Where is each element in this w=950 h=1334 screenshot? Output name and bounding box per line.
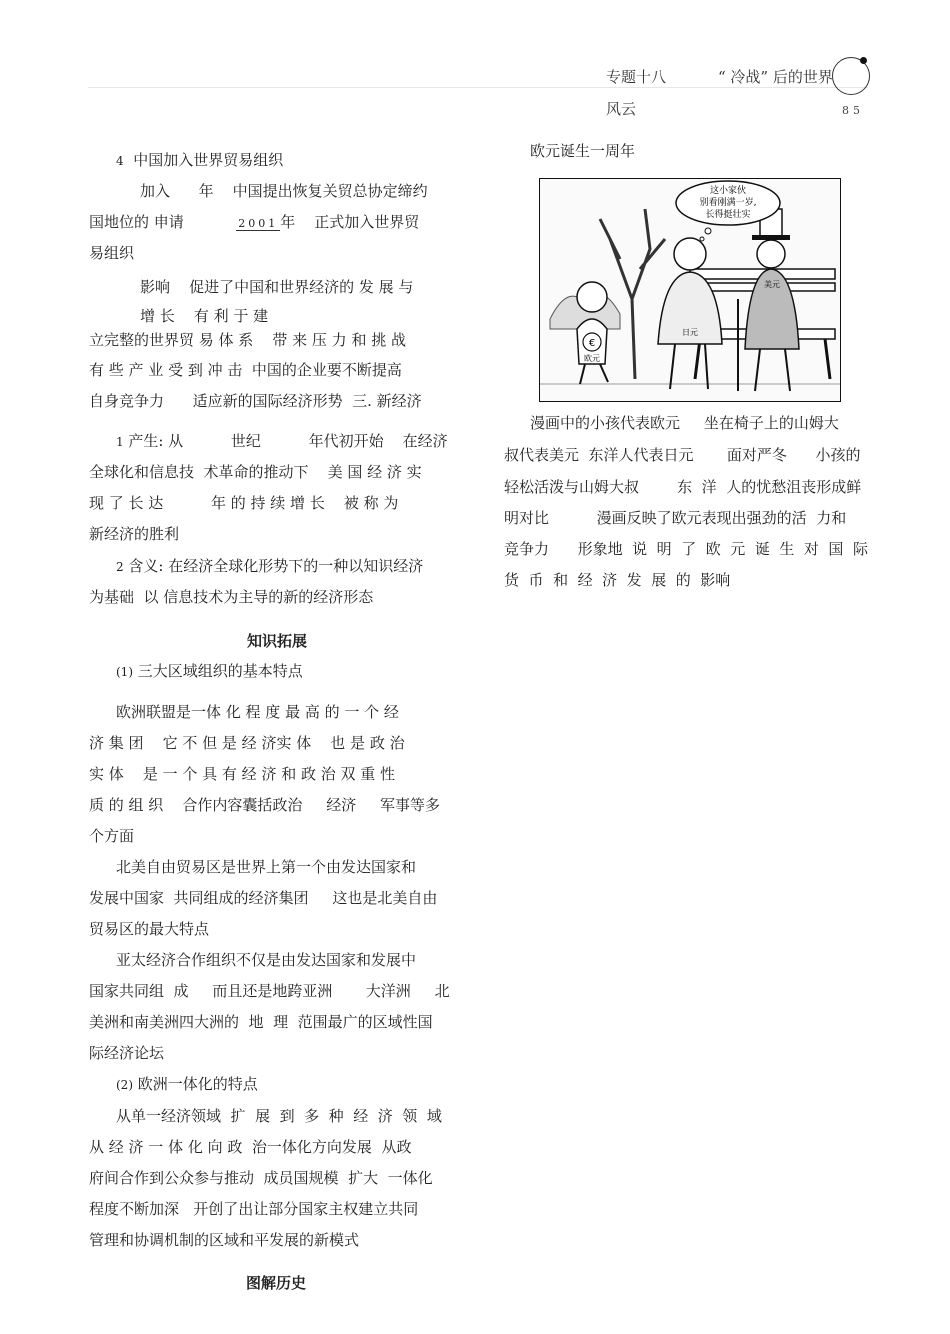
header-title-cont: 风云 (606, 100, 637, 118)
text-line: 国家共同组 成 而且还是地跨亚洲 大洋洲 北 (89, 982, 450, 1000)
text-line: 易组织 (89, 244, 135, 262)
text-line: 际经济论坛 (89, 1044, 165, 1062)
text-line: 货 币 和 经 济 发 展 的 影响 (504, 571, 731, 589)
text-line: 从 经 济 一 体 化 向 政 治一体化方向发展 从政 (89, 1138, 412, 1156)
text-line: 管理和协调机制的区域和平发展的新模式 (89, 1231, 360, 1249)
text-line: 漫画中的小孩代表欧元 坐在椅子上的山姆大 (530, 414, 839, 432)
text-line: 1 产生: 从 世纪 年代初开始 在经济 (116, 432, 448, 450)
subsection-heading: (1) 三大区域组织的基本特点 (116, 662, 303, 680)
text-line: 贸易区的最大特点 (89, 920, 210, 938)
text-line: 影响 促进了中国和世界经济的 发 展 与 (140, 278, 414, 296)
text-line: 明对比 漫画反映了欧元表现出强劲的活 力和 (504, 509, 847, 527)
text-line: 程度不断加深 开创了出让部分国家主权建立共同 (89, 1200, 419, 1218)
bubble-text: 长得挺壮实 (705, 210, 751, 220)
text-line: 北美自由贸易区是世界上第一个由发达国家和 (116, 858, 417, 876)
header-dot-ornament (860, 57, 867, 64)
bubble-text: 这小家伙 (709, 186, 747, 196)
header-topic: 专题十八 (606, 68, 667, 86)
header-title: “ 冷战” 后的世界 (718, 68, 833, 86)
text-line: 现 了 长 达 年 的 持 续 增 长 被 称 为 (89, 494, 399, 512)
dollar-label: 美元 (764, 280, 780, 289)
text-line: 欧洲联盟是一体 化 程 度 最 高 的 一 个 经 (116, 703, 399, 721)
euro-cartoon (539, 178, 841, 402)
text-line: 加入 年 中国提出恢复关贸总协定缔约 (140, 182, 428, 200)
text-line: 亚太经济合作组织不仅是由发达国家和发展中 (116, 951, 417, 969)
text-line: 从单一经济领域 扩 展 到 多 种 经 济 领 域 (116, 1107, 442, 1125)
euro-symbol: € (588, 338, 596, 349)
section-heading: 图解历史 (246, 1274, 307, 1292)
bubble-text: 别看刚满一岁, (699, 198, 757, 208)
text-line: 增 长 有 利 于 建 (140, 307, 269, 325)
euro-label: 欧元 (584, 354, 600, 363)
text-line: 府间合作到公众参与推动 成员国规模 扩大 一体化 (89, 1169, 433, 1187)
text-line: 质 的 组 织 合作内容囊括政治 经济 军事等多 (89, 796, 441, 814)
section-4-heading: 4 中国加入世界贸易组织 (116, 151, 284, 169)
text-line: 美洲和南美洲四大洲的 地 理 范围最广的区域性国 (89, 1013, 433, 1031)
text-line: 实 体 是 一 个 具 有 经 济 和 政 治 双 重 性 (89, 765, 396, 783)
text-line: 新经济的胜利 (89, 525, 180, 543)
text-line: 有 些 产 业 受 到 冲 击 中国的企业要不断提高 (89, 361, 402, 379)
section-heading: 知识拓展 (247, 632, 308, 650)
text-line: 立完整的世界贸 易 体 系 带 来 压 力 和 挑 战 (89, 331, 406, 349)
fill-in-year: 2001 (238, 217, 279, 230)
text-line: 全球化和信息技 术革命的推动下 美 国 经 济 实 (89, 463, 422, 481)
text-line: 个方面 (89, 827, 135, 845)
subsection-heading: (2) 欧洲一体化的特点 (116, 1075, 258, 1093)
text-line: 叔代表美元 东洋人代表日元 面对严冬 小孩的 (504, 446, 861, 464)
yen-label: 日元 (682, 328, 698, 337)
text-line: 国地位的 申请 2001 年 正式加入世界贸 (89, 213, 420, 231)
text-line: 发展中国家 共同组成的经济集团 这也是北美自由 (89, 889, 438, 907)
text-line: 自身竞争力 适应新的国际经济形势 三. 新经济 (89, 392, 422, 410)
text-line: 轻松活泼与山姆大叔 东 洋 人的忧愁沮丧形成鲜 (504, 478, 862, 496)
header-rule (88, 87, 868, 88)
text-line: 济 集 团 它 不 但 是 经 济实 体 也 是 政 治 (89, 734, 405, 752)
page-number: 85 (842, 104, 864, 117)
cartoon-caption: 欧元诞生一周年 (530, 142, 636, 160)
cartoon-drawing (540, 179, 840, 401)
text-line: 2 含义: 在经济全球化形势下的一种以知识经济 (116, 557, 424, 575)
text-line: 竞争力 形象地 说 明 了 欧 元 诞 生 对 国 际 (504, 540, 868, 558)
text-line: 为基础 以 信息技术为主导的新的经济形态 (89, 588, 374, 606)
